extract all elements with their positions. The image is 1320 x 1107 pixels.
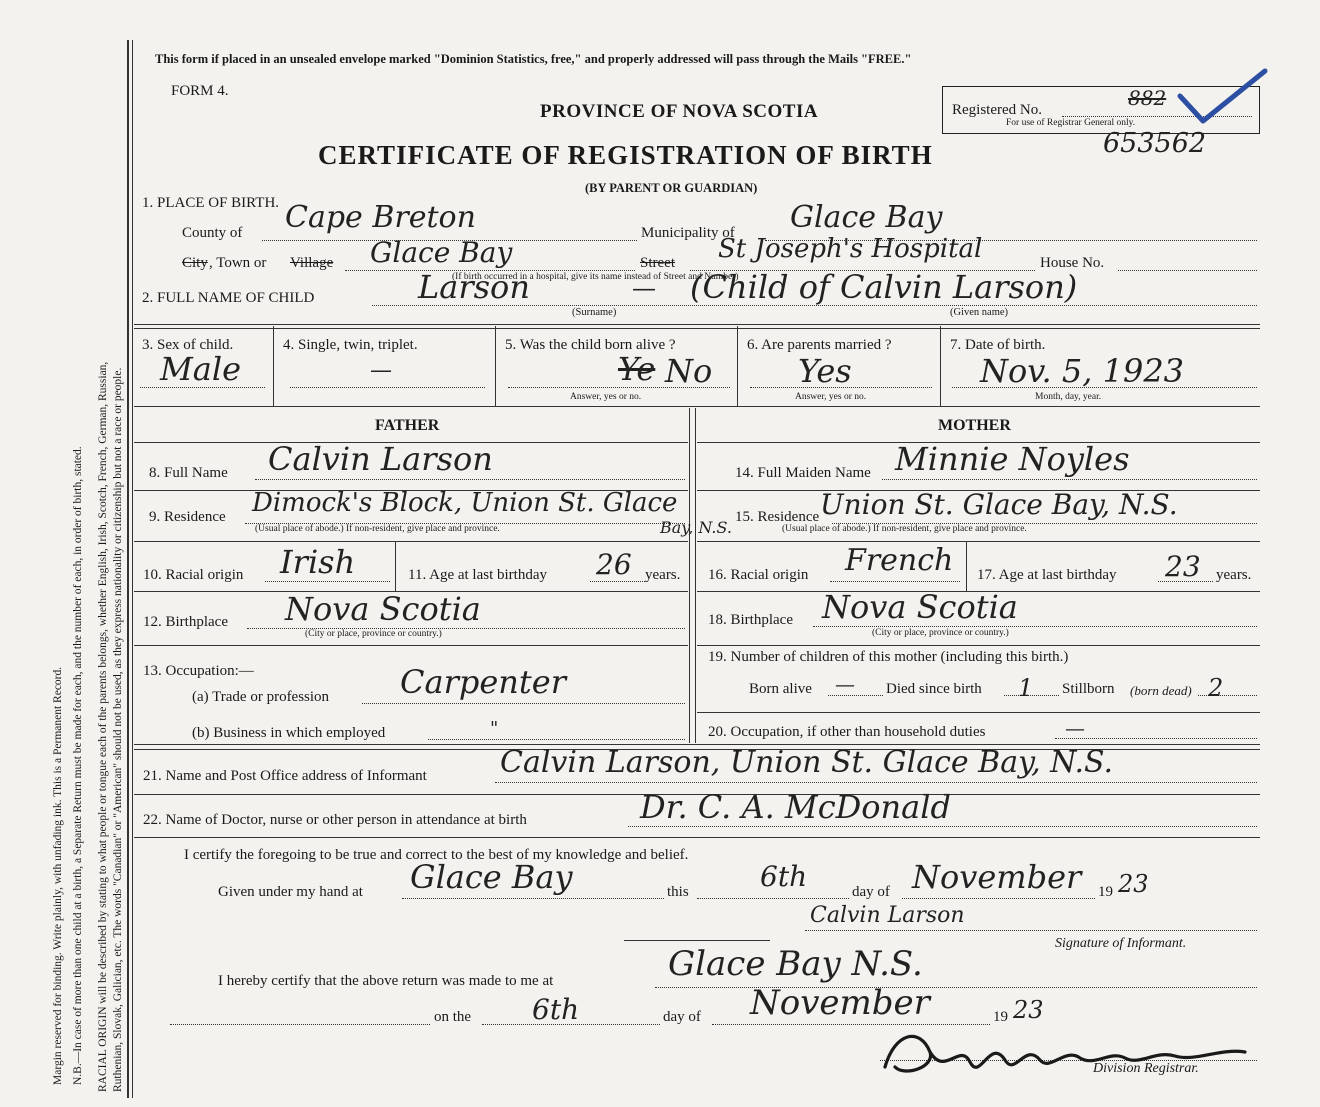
father-birthplace-label: 12. Birthplace	[143, 614, 228, 630]
mother-residence-label: 15. Residence	[735, 509, 820, 525]
died-since-birth-label: Died since birth	[886, 681, 982, 697]
side-note-multiple-births: N.B.—In case of more than one child at a birth, a Separate Return must be made for each, and the number of each, in order of birth, stated.	[72, 446, 84, 1085]
mother-occupation-value: —	[1065, 716, 1085, 740]
father-occupation-label: 13. Occupation:—	[143, 663, 254, 679]
given-name-caption: (Given name)	[950, 307, 1009, 318]
doctor-dots	[628, 826, 1257, 827]
informant-signature: Calvin Larson	[810, 903, 965, 928]
day-value: 6th	[760, 860, 808, 893]
father-racial-dots	[265, 581, 390, 582]
sex-value: Male	[160, 350, 242, 388]
day-of-label: day of	[852, 884, 890, 900]
business-dots	[428, 739, 685, 740]
certificate-number: 653562	[1103, 128, 1207, 159]
informant-signature-rule	[624, 940, 770, 941]
date-of-birth-value: Nov. 5, 1923	[980, 352, 1185, 390]
parents-column-divider-2	[695, 408, 696, 743]
row-rule-15	[697, 541, 1260, 542]
mother-years-label: years.	[1216, 567, 1252, 583]
mother-abode-caption: (Usual place of abode.) If non-resident, give place and province.	[782, 524, 1027, 534]
mother-occupation-label: 20. Occupation, if other than household duties	[708, 724, 986, 740]
year-value: 23	[1118, 870, 1149, 898]
house-number-dots	[1118, 270, 1257, 271]
reg-year-prefix: 19	[993, 1009, 1008, 1025]
reg-month-value: November	[750, 983, 930, 1023]
father-name-value: Calvin Larson	[268, 440, 493, 478]
registered-number-value: 882	[1128, 86, 1167, 110]
row-divider-3-top-2	[134, 328, 1260, 329]
county-value: Cape Breton	[285, 200, 476, 235]
informant-signature-dots	[805, 930, 1257, 931]
municipality-label: Municipality of	[641, 225, 735, 241]
mother-racial-label: 16. Racial origin	[708, 567, 809, 583]
informant-label: 21. Name and Post Office address of Informant	[143, 768, 427, 784]
plurality-dots	[290, 387, 485, 388]
day-dots	[697, 898, 849, 899]
this-label: this	[667, 884, 689, 900]
form-number: FORM 4.	[171, 83, 229, 99]
doctor-value: Dr. C. A. McDonald	[640, 788, 951, 826]
parents-married-value: Yes	[798, 352, 852, 390]
reg-year-value: 23	[1013, 996, 1044, 1024]
mother-age-label: 17. Age at last birthday	[977, 567, 1117, 583]
row-rule-19	[697, 712, 1260, 713]
certificate-title: CERTIFICATE OF REGISTRATION OF BIRTH	[318, 140, 933, 170]
born-alive-caption: Answer, yes or no.	[570, 392, 642, 402]
row-divider-certify-top	[134, 837, 1260, 838]
col-divider-16-17	[966, 541, 967, 591]
father-racial-label: 10. Racial origin	[143, 567, 244, 583]
mother-heading: MOTHER	[938, 417, 1011, 434]
registrar-place-dots	[655, 987, 1257, 988]
row-divider-3-top	[134, 324, 1260, 325]
mother-birthplace-value: Nova Scotia	[822, 588, 1018, 626]
mother-birthplace-label: 18. Birthplace	[708, 612, 793, 628]
col-divider-4-5	[495, 326, 496, 406]
row-divider-parents-top	[134, 406, 1260, 407]
parents-column-divider	[689, 408, 690, 743]
stillborn-note: (born dead)	[1130, 683, 1192, 698]
died-since-birth-value: 1	[1018, 674, 1034, 702]
given-under-hand-label: Given under my hand at	[218, 884, 363, 900]
registrar-place-value: Glace Bay N.S.	[668, 944, 923, 984]
city-label: City	[182, 255, 208, 271]
year-prefix: 19	[1098, 884, 1113, 900]
reg-day-of-label: day of	[663, 1009, 701, 1025]
doctor-label: 22. Name of Doctor, nurse or other person in attendance at birth	[143, 812, 527, 828]
certificate-subtitle: (BY PARENT OR GUARDIAN)	[585, 181, 758, 195]
father-age-dots	[590, 581, 645, 582]
village-label: Village	[290, 255, 334, 271]
town-label: , Town or	[209, 255, 267, 271]
child-surname: Larson	[418, 268, 530, 306]
plurality-label: 4. Single, twin, triplet.	[283, 337, 418, 353]
born-alive-label: 5. Was the child born alive ?	[505, 337, 676, 353]
mother-name-label: 14. Full Maiden Name	[735, 465, 871, 481]
county-label: County of	[182, 225, 243, 241]
row-rule-9	[134, 541, 688, 542]
father-name-label: 8. Full Name	[149, 465, 228, 481]
given-place-dots	[402, 898, 664, 899]
mother-birthplace-caption: (City or place, province or country.)	[872, 628, 1009, 638]
mother-racial-value: French	[845, 543, 954, 578]
trade-label: (a) Trade or profession	[192, 689, 330, 705]
binding-margin-line	[127, 40, 129, 1098]
side-note-racial-origin-2: Ruthenian, Slovak, Galician, etc. The words "Canadian" or "American" should not be used, as they express nationality or citizenship but not a race or people.	[112, 367, 124, 1092]
given-place-value: Glace Bay	[410, 858, 573, 896]
parents-married-label: 6. Are parents married ?	[747, 337, 892, 353]
house-number-label: House No.	[1040, 255, 1105, 271]
binding-margin-line-2	[132, 40, 133, 1098]
informant-dots	[495, 782, 1257, 783]
on-the-leading-dots	[170, 1024, 430, 1025]
born-alive-value: No	[665, 352, 713, 390]
father-name-dots	[255, 479, 685, 480]
parents-married-caption: Answer, yes or no.	[795, 392, 867, 402]
province-heading: PROVINCE OF NOVA SCOTIA	[540, 101, 819, 122]
row-rule-18	[697, 645, 1260, 646]
col-divider-6-7	[940, 326, 941, 406]
row-rule-12	[134, 645, 688, 646]
date-of-birth-label: 7. Date of birth.	[950, 337, 1046, 353]
father-years-label: years.	[645, 567, 681, 583]
informant-value: Calvin Larson, Union St. Glace Bay, N.S.	[500, 745, 1114, 780]
trade-value: Carpenter	[400, 663, 566, 701]
check-mark-icon	[1175, 66, 1270, 126]
trade-dots	[362, 703, 685, 704]
stillborn-dots	[1198, 695, 1257, 696]
child-name-label: 2. FULL NAME OF CHILD	[142, 290, 315, 306]
father-abode-caption: (Usual place of abode.) If non-resident, give place and province.	[255, 524, 500, 534]
born-alive-count-value: —	[835, 672, 855, 696]
on-the-label: on the	[434, 1009, 472, 1025]
col-divider-3-4	[273, 326, 274, 406]
registrar-signature-icon	[875, 1022, 1255, 1093]
father-residence-label: 9. Residence	[149, 509, 226, 525]
col-divider-10-11	[395, 541, 396, 591]
born-alive-count-label: Born alive	[749, 681, 812, 697]
registrar-statement: I hereby certify that the above return was made to me at	[218, 973, 554, 989]
father-heading: FATHER	[375, 417, 440, 434]
business-label: (b) Business in which employed	[192, 725, 386, 741]
father-racial-value: Irish	[280, 543, 356, 581]
mother-racial-dots	[830, 581, 960, 582]
mail-notice: This form if placed in an unsealed envelope marked "Dominion Statistics, free," and properly addressed will pass through the Mails "FREE."	[155, 52, 912, 66]
hospital-note: (If birth occurred in a hospital, give its name instead of Street and Number)	[452, 272, 739, 282]
surname-caption: (Surname)	[572, 307, 617, 318]
stillborn-value: 2	[1208, 674, 1224, 702]
mother-name-value: Minnie Noyles	[895, 440, 1130, 478]
father-birthplace-caption: (City or place, province or country.)	[305, 629, 442, 639]
registrar-use-note: For use of Registrar General only.	[1006, 118, 1136, 128]
street-value: St Joseph's Hospital	[718, 234, 983, 264]
mother-age-value: 23	[1165, 550, 1201, 583]
business-value: "	[490, 718, 499, 739]
col-divider-5-6	[737, 326, 738, 406]
month-value: November	[912, 858, 1082, 896]
child-name-dash: —	[632, 274, 656, 302]
month-dots	[902, 898, 1095, 899]
mother-birthplace-dots	[813, 626, 1257, 627]
certify-statement: I certify the foregoing to be true and correct to the best of my knowledge and belief.	[184, 847, 689, 863]
father-birthplace-value: Nova Scotia	[285, 590, 481, 628]
side-note-racial-origin: RACIAL ORIGIN will be described by stating to what people or tongue each of the parents belongs, whether English, Irish, Scotch, French, German, Russian,	[97, 361, 109, 1092]
reg-day-value: 6th	[532, 993, 580, 1026]
mother-residence-value: Union St. Glace Bay, N.S.	[820, 488, 1178, 521]
sex-label: 3. Sex of child.	[142, 337, 234, 353]
side-note-binding: Margin reserved for binding. Write plainly, with unfading ink. This is a Permanent Record.	[52, 666, 64, 1085]
father-residence-value: Dimock's Block, Union St. Glace	[252, 488, 678, 518]
street-label: Street	[640, 255, 675, 271]
plurality-value: —	[370, 358, 392, 383]
town-value: Glace Bay	[370, 236, 513, 269]
mother-occupation-dots	[1055, 738, 1257, 739]
signature-caption: Signature of Informant.	[1055, 936, 1187, 951]
municipality-value: Glace Bay	[790, 200, 943, 235]
date-of-birth-caption: Month, day, year.	[1035, 392, 1102, 402]
stillborn-label: Stillborn	[1062, 681, 1115, 697]
children-count-label: 19. Number of children of this mother (including this birth.)	[708, 649, 1069, 665]
born-alive-struck: Ye	[618, 350, 656, 388]
place-of-birth-label: 1. PLACE OF BIRTH.	[142, 195, 280, 211]
father-residence-continued: Bay, N.S.	[660, 518, 732, 537]
father-age-label: 11. Age at last birthday	[408, 567, 547, 583]
child-given-name: (Child of Calvin Larson)	[690, 268, 1078, 306]
mother-name-dots	[882, 479, 1257, 480]
registrar-caption: Division Registrar.	[1093, 1061, 1199, 1076]
registered-number-label: Registered No.	[952, 102, 1042, 118]
father-age-value: 26	[596, 548, 632, 581]
